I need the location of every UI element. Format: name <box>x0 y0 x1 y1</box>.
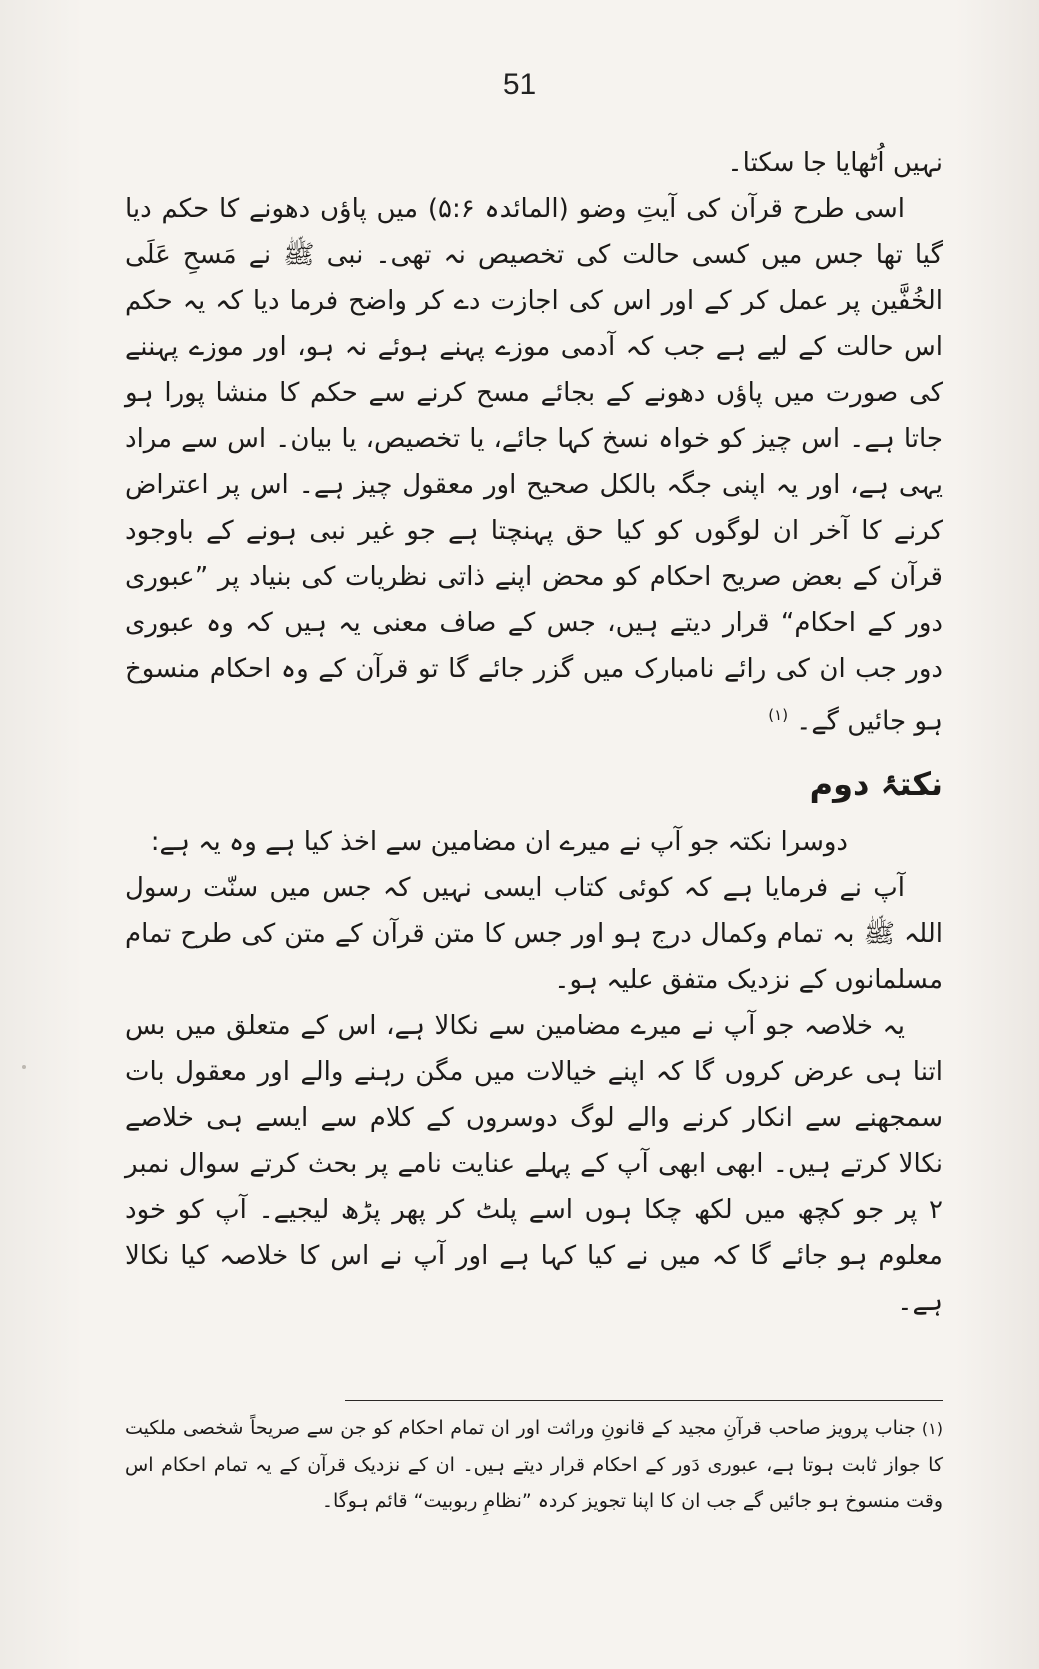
paragraph-continuation: نہیں اُٹھایا جا سکتا۔ <box>727 148 943 178</box>
paragraph-quoted-claim: آپ نے فرمایا ہے کہ کوئی کتاب ایسی نہیں کہ جس میں سنّت رسول اللہ ﷺ بہ تمام وکمال درج ہو اور جس کا متن قرآن کے متن کی طرح تمام مسلمانوں کے نزدیک متفق علیہ ہو۔ <box>125 872 943 995</box>
footnote-reference: (۱) <box>768 706 789 724</box>
paragraph-wudu-verse-text: اسی طرح قرآن کی آیتِ وضو (المائدہ ۵:۶) میں پاؤں دھونے کا حکم دیا گیا تھا جس میں کسی حالت کی تخصیص نہ تھی۔ نبی ﷺ نے مَسحِ عَلَی الخُفَّین پر عمل کر کے اور اس کی اجازت دے کر واضح فرما دیا کہ یہ حکم اس حالت کے لیے ہے جب کہ آدمی موزے پہنے ہوئے نہ ہو، اور موزے پہننے کی صورت میں پاؤں دھونے کے بجائے مسح کرنے سے حکم کا منشا پورا ہو جاتا ہے۔ اس چیز کو خواہ نسخ کہا جائے، یا تخصیص، یا بیان۔ اس سے مراد یہی ہے، اور یہ اپنی جگہ بالکل صحیح اور معقول چیز ہے۔ اس پر اعتراض کرنے کا آخر ان لوگوں کو کیا حق پہنچتا ہے جو غیر نبی ہونے کے باوجود قرآن کے بعض صریح احکام کو محض اپنے ذاتی نظریات کی بنیاد پر ”عبوری دور کے احکام“ قرار دیتے ہیں، جس کے صاف معنی یہ ہیں کہ وہ عبوری دور جب ان کی رائے نامبارک میں گزر جائے گا تو قرآن کے وہ احکام منسوخ ہو جائیں گے۔ <box>125 194 943 737</box>
section-heading: نکتۂ دوم <box>809 764 943 803</box>
main-text <box>125 140 943 1325</box>
footnote-text: جناب پرویز صاحب قرآنِ مجید کے قانونِ وراثت اور ان تمام احکام کو جن سے صریحاً شخصی ملکیت کا جواز ثابت ہوتا ہے، عبوری دَور کے احکام قرار دیتے ہیں۔ ان کے نزدیک قرآن کے یہ تمام احکام اس وقت منسوخ ہو جائیں گے جب ان کا اپنا تجویز کردہ ”نظامِ ربوبیت“ قائم ہوگا۔ <box>125 1417 943 1512</box>
paragraph-wudu-verse <box>125 186 943 745</box>
paragraph-response: یہ خلاصہ جو آپ نے میرے مضامین سے نکالا ہے، اس کے متعلق میں بس اتنا ہی عرض کروں گا کہ اپنے خیالات میں مگن رہنے والے اور معقول بات سمجھنے سے انکار کرنے والے لوگ دوسروں کے کلام سے ایسے ہی خلاصے نکالا کرتے ہیں۔ ابھی ابھی آپ کے پہلے عنایت نامے پر بحث کرتے سوال نمبر ۲ پر جو کچھ میں لکھ چکا ہوں اسے پلٹ کر پھر پڑھ لیجیے۔ آپ کو خود معلوم ہو جائے گا کہ میں نے کیا کہا ہے اور آپ نے اس کا خلاصہ کیا نکالا ہے۔ <box>125 1010 943 1317</box>
footnote-marker: (۱) <box>921 1419 943 1438</box>
page-number: 51 <box>502 68 537 101</box>
footnote <box>125 1410 943 1519</box>
paragraph-second-point-intro: دوسرا نکتہ جو آپ نے میرے ان مضامین سے اخذ کیا ہے وہ یہ ہے: <box>150 826 848 857</box>
footnote-divider <box>345 1400 943 1401</box>
scan-speck <box>22 1065 26 1069</box>
